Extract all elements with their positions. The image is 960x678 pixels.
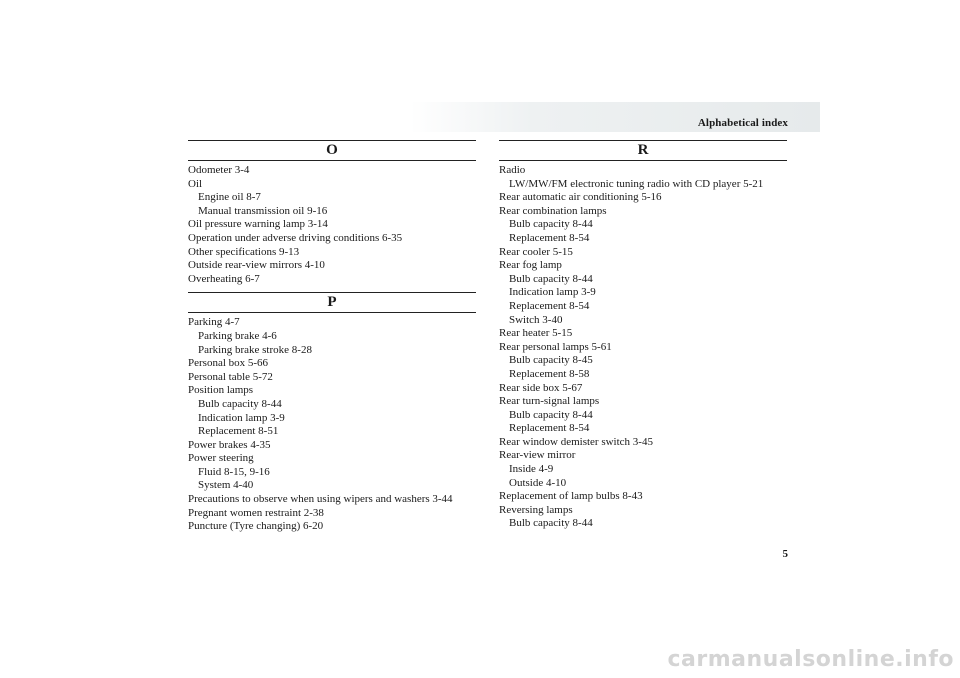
index-entry: Replacement 8-54 [509,299,590,312]
index-entry: Bulb capacity 8-44 [198,397,282,410]
section-o-entries [188,164,476,286]
header-title: Alphabetical index [697,117,788,129]
index-entry: Rear fog lamp [499,259,562,272]
index-entry: Radio [499,164,526,176]
index-entry: Bulb capacity 8-44 [509,408,593,421]
index-entry: Rear turn-signal lamps [499,395,600,408]
index-entry: Replacement 8-54 [509,422,590,435]
index-entry: Indication lamp 3-9 [509,286,596,299]
index-entry: System 4-40 [198,479,254,492]
footer-watermark: carmanualsonline.info [667,647,954,672]
index-entry: Personal table 5-72 [188,370,273,383]
section-heading-p: P [188,292,476,313]
index-entry: Indication lamp 3-9 [198,411,285,424]
page-number: 5 [782,548,788,560]
index-entry: Reversing lamps [499,503,573,516]
index-entry: Odometer 3-4 [188,164,250,176]
index-entry: Rear heater 5-15 [499,327,573,340]
index-entry: Power brakes 4-35 [188,438,271,451]
index-entry: Rear automatic air conditioning 5-16 [499,191,662,204]
index-entry: Rear window demister switch 3-45 [499,435,653,448]
index-entry: Rear combination lamps [499,204,607,217]
index-entry: Replacement of lamp bulbs 8-43 [499,490,643,503]
index-entry: Pregnant women restraint 2-38 [188,506,324,519]
index-entry: Other specifications 9-13 [188,245,300,258]
section-r-entries [499,164,787,531]
index-entry: Puncture (Tyre changing) 6-20 [188,520,324,533]
index-entry: Oil pressure warning lamp 3-14 [188,218,328,231]
index-entry: Switch 3-40 [509,313,563,326]
index-entry: Bulb capacity 8-45 [509,354,593,367]
index-entry: Parking brake stroke 8-28 [198,343,312,356]
index-entry: Rear cooler 5-15 [499,245,573,258]
index-entry: Replacement 8-58 [509,367,590,380]
section-p-entries [188,316,476,534]
right-column [499,140,787,531]
index-entry: Precautions to observe when using wipers and washers 3-44 [188,493,453,506]
index-entry: Engine oil 8-7 [198,191,261,204]
index-entry: Overheating 6-7 [188,272,260,285]
index-entry: Parking 4-7 [188,316,240,329]
index-entry: Personal box 5-66 [188,357,269,370]
section-heading-r: R [499,140,787,161]
index-entry: Bulb capacity 8-44 [509,517,593,530]
index-entry: Operation under adverse driving conditions 6-35 [188,231,403,244]
index-entry: Rear personal lamps 5-61 [499,340,612,353]
index-entry: Inside 4-9 [509,463,554,476]
section-heading-o: O [188,140,476,161]
index-entry: Parking brake 4-6 [198,329,277,342]
index-entry: Outside 4-10 [509,476,567,489]
index-entry: Rear side box 5-67 [499,381,583,394]
index-entry: Oil [188,177,203,190]
index-entry: Power steering [188,452,254,465]
index-entry: Bulb capacity 8-44 [509,272,593,285]
index-entry: Replacement 8-51 [198,425,279,438]
index-entry: Outside rear-view mirrors 4-10 [188,259,325,272]
index-entry: Fluid 8-15, 9-16 [198,465,270,478]
index-entry: Position lamps [188,384,254,397]
index-entry: Rear-view mirror [499,449,576,462]
index-entry: Bulb capacity 8-44 [509,218,593,231]
index-entry: Manual transmission oil 9-16 [198,204,328,217]
index-entry: LW/MW/FM electronic tuning radio with CD player 5-21 [509,177,764,190]
left-column [188,140,476,534]
index-entry: Replacement 8-54 [509,231,590,244]
